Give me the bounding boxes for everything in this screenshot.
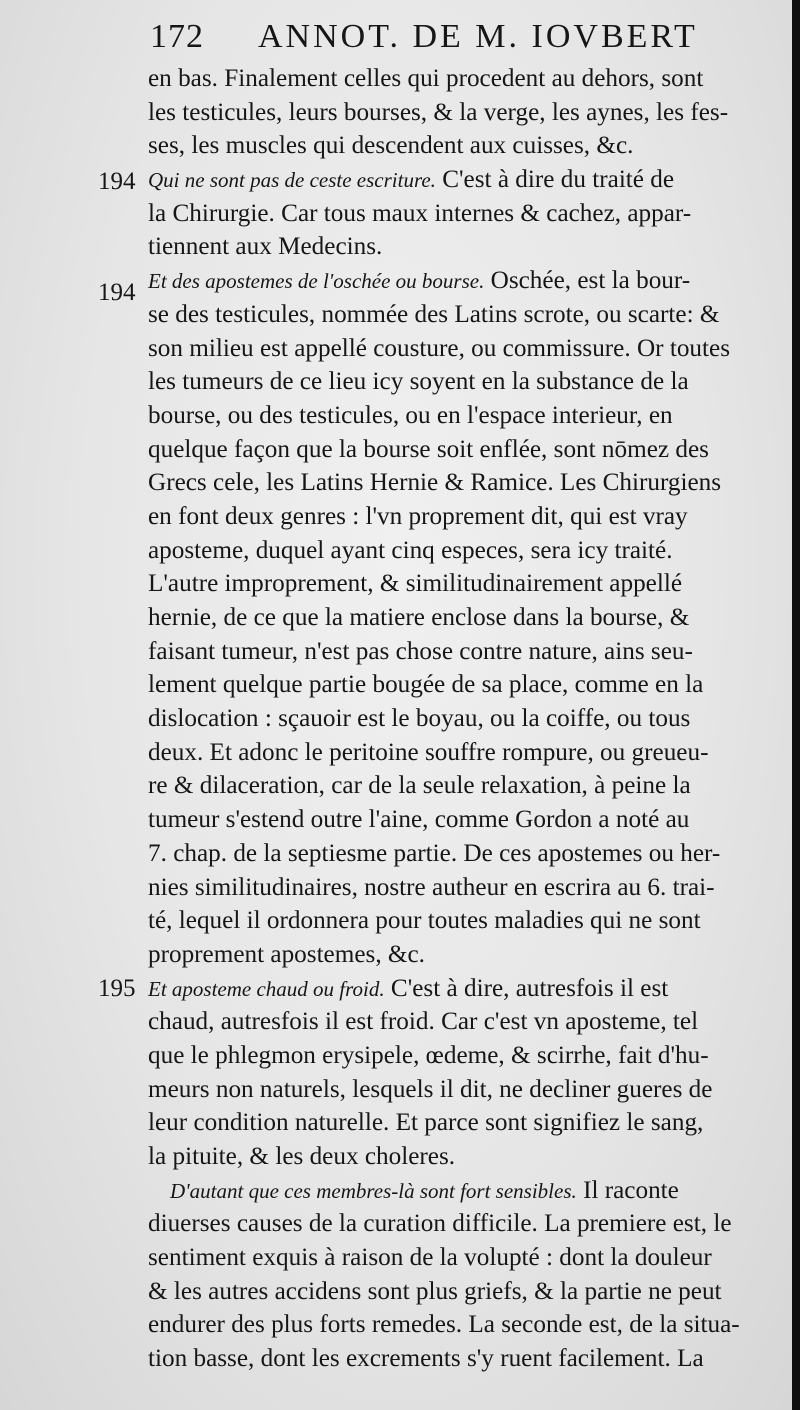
- text-line: ses, les muscles qui descendent aux cuisses, &c.: [148, 132, 634, 160]
- running-title: ANNOT. DE M. IOVBERT: [258, 18, 698, 55]
- text-line: bourse, ou des testicules, ou en l'espace interieur, en: [148, 401, 673, 429]
- text-line: dislocation : sçauoir est le boyau, ou la coiffe, ou tous: [148, 705, 691, 733]
- text-line: en bas. Finalement celles qui procedent au dehors, sont: [148, 65, 704, 92]
- text-line: re & dilaceration, car de la seule relaxation, à peine la: [148, 772, 691, 800]
- text-line: les tumeurs de ce lieu icy soyent en la substance de la: [148, 368, 689, 396]
- text-line: leur condition naturelle. Et parce sont signifiez le sang,: [148, 1109, 704, 1137]
- text-line: [148, 264, 760, 298]
- main-text: [98, 62, 760, 1376]
- text-line: meurs non naturels, lesquels il dit, ne decliner gueres de: [148, 1075, 713, 1103]
- text-line: sentiment exquis à raison de la volupté : dont la douleur: [148, 1244, 712, 1272]
- text-run: C'est à dire du traité de: [435, 166, 675, 194]
- text-line: faisant tumeur, n'est pas chose contre nature, ains seu-: [148, 637, 693, 665]
- text-line: tiennent aux Medecins.: [148, 233, 383, 261]
- lemma: Et aposteme chaud ou froid.: [148, 976, 385, 1001]
- text-line: té, lequel il ordonnera pour toutes maladies qui ne sont: [148, 907, 701, 935]
- text-line: la Chirurgie. Car tous maux internes & cachez, appar-: [148, 199, 692, 227]
- lemma: D'autant que ces membres-là sont fort sensibles.: [170, 1178, 577, 1203]
- lemma: Qui ne sont pas de ceste escriture.: [148, 168, 436, 193]
- text-line: se des testicules, nommée des Latins scrote, ou scarte: &: [148, 300, 720, 328]
- text-run: Il raconte: [576, 1176, 679, 1204]
- intro-paragraph: [148, 62, 760, 163]
- text-line: chaud, autresfois il est froid. Car c'est vn aposteme, tel: [148, 1008, 699, 1036]
- text-line: en font deux genres : l'vn proprement dit, qui est vray: [148, 502, 688, 530]
- page-number: 172: [150, 18, 204, 55]
- note-number: 195: [98, 974, 136, 1002]
- note-number: 194: [98, 279, 136, 307]
- text-line: tion basse, dont les excrements s'y ruent facilement. La: [148, 1345, 704, 1373]
- text-line: deux. Et adonc le peritoine souffre rompure, ou greueu-: [148, 738, 709, 766]
- text-line: son milieu est appellé cousture, ou commissure. Or toutes: [148, 334, 730, 362]
- page-header: [0, 14, 800, 60]
- text-line: [148, 163, 760, 197]
- annotation-194-a: [98, 163, 760, 264]
- annotation-195: [98, 972, 760, 1174]
- text-line: diuerses causes de la curation difficile. La premiere est, le: [148, 1210, 732, 1238]
- text-run: Oschée, est la bour-: [484, 267, 691, 295]
- text-line: la pituite, & les deux choleres.: [148, 1143, 456, 1170]
- text-line: nies similitudinaires, nostre autheur en escrira au 6. trai-: [148, 873, 715, 901]
- text-line: proprement apostemes, &c.: [148, 940, 425, 968]
- text-line: & les autres accidens sont plus griefs, & la partie ne peut: [148, 1277, 722, 1305]
- text-line: hernie, de ce que la matiere enclose dans la bourse, &: [148, 604, 690, 631]
- lemma: Et des apostemes de l'oschée ou bourse.: [148, 269, 485, 294]
- text-line: [148, 1174, 760, 1208]
- text-line: les testicules, leurs bourses, & la verge, les aynes, les fes-: [148, 98, 729, 126]
- text-line: que le phlegmon erysipele, œdeme, & scirrhe, fait d'hu-: [148, 1041, 709, 1069]
- text-line: 7. chap. de la septiesme partie. De ces apostemes ou her-: [148, 839, 721, 867]
- text-line: L'autre improprement, & similitudinairement appellé: [148, 570, 683, 598]
- note-number: 194: [98, 168, 136, 196]
- annotation-194-b: [98, 264, 760, 971]
- text-run: C'est à dire, autresfois il est: [384, 974, 669, 1002]
- closing-paragraph: [148, 1174, 760, 1376]
- text-line: lement quelque partie bougée de sa place, comme en la: [148, 671, 704, 699]
- text-line: Grecs cele, les Latins Hernie & Ramice. Les Chirurgiens: [148, 469, 722, 497]
- text-line: aposteme, duquel ayant cinq especes, sera icy traité.: [148, 536, 673, 564]
- text-line: tumeur s'estend outre l'aine, comme Gordon a noté au: [148, 806, 690, 834]
- text-line: [148, 972, 760, 1006]
- text-line: endurer des plus forts remedes. La seconde est, de la situa-: [148, 1311, 740, 1339]
- text-line: quelque façon que la bourse soit enflée, sont nōmez des: [148, 435, 709, 463]
